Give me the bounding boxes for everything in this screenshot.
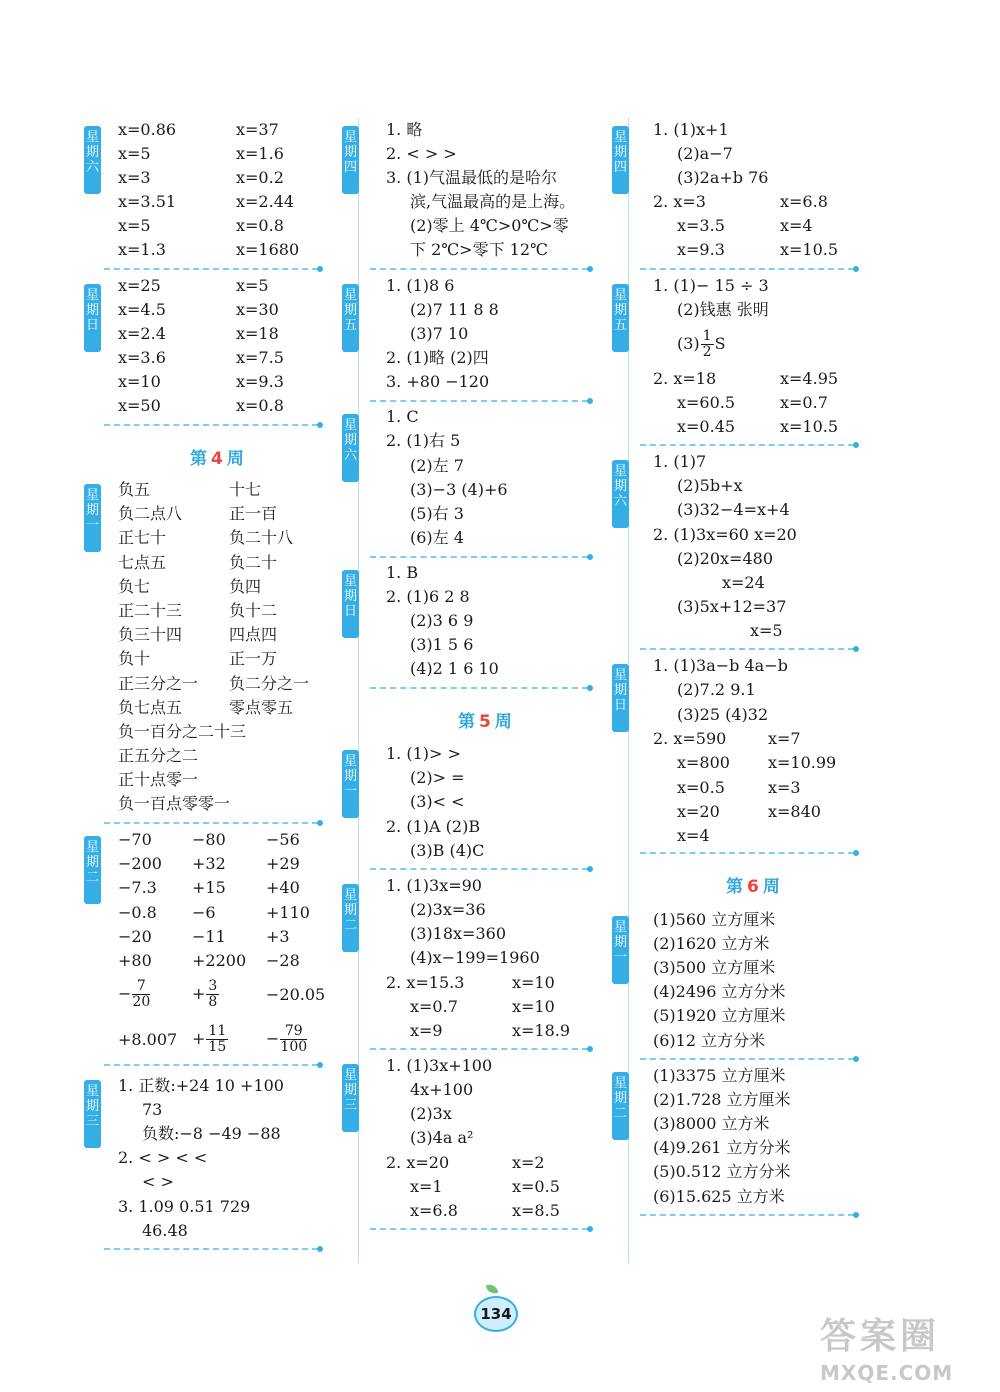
section-divider	[370, 1048, 588, 1050]
day-tag-sunday: 星 期 日	[84, 284, 101, 352]
answer-line: x=18.9	[512, 1021, 571, 1040]
answer-line: (2)20x=480	[677, 549, 773, 568]
answer-line: 1. (1)7	[653, 452, 707, 471]
answer-line: x=50	[118, 396, 161, 415]
day-tag-thursday: 星 期 四	[612, 126, 629, 194]
answer-line: (3)< <	[410, 792, 465, 811]
answer-line: (2)7.2 9.1	[677, 680, 756, 699]
answer-line: (3)2a+b 76	[677, 168, 769, 187]
answer-line: 73	[142, 1100, 163, 1119]
answer-line: (3)−3 (4)+6	[410, 480, 508, 499]
answer-line: x=0.45	[677, 417, 736, 436]
answer-line: 负数:−8 −49 −88	[142, 1124, 281, 1143]
section-divider	[104, 1248, 318, 1250]
watermark	[820, 1308, 953, 1385]
section-divider	[104, 268, 318, 270]
answer-line: x=7	[768, 729, 801, 748]
answer-line: x=0.8	[236, 396, 284, 415]
answer-line: (3)8000 立方米	[653, 1114, 770, 1133]
answer-line: (2)a−7	[677, 144, 733, 163]
day-tag-monday: 星 期 一	[612, 916, 629, 984]
answer-line: 滨,气温最高的是上海。	[410, 192, 576, 211]
answer-line: 负一百分之二十三	[118, 722, 247, 741]
section-divider	[640, 1214, 854, 1216]
answer-cell: −70	[118, 830, 152, 849]
answer-line: 4x+100	[410, 1080, 474, 1099]
answer-line: x=7.5	[236, 348, 284, 367]
answer-cell: −20	[118, 927, 152, 946]
section-divider	[640, 648, 854, 650]
answer-line: (2)5b+x	[677, 476, 743, 495]
answer-line: 2. x=18	[653, 369, 717, 388]
day-tag-friday: 星 期 五	[612, 284, 629, 352]
answer-line: x=10.5	[780, 417, 839, 436]
answer-line: x=9.3	[236, 372, 284, 391]
answer-line: 1. (1)8 6	[386, 276, 455, 295]
answer-line: x=840	[768, 802, 821, 821]
answer-line: 负七点五	[118, 698, 183, 717]
answer-line: (4)x−199=1960	[410, 948, 540, 967]
answer-cell: +80	[118, 951, 152, 970]
answer-line: 负二点八	[118, 504, 183, 523]
fraction-answer: − $\frac{7}{20}$	[118, 978, 151, 1010]
answer-line: x=20	[677, 802, 720, 821]
answer-line: (5)右 3	[410, 504, 464, 523]
answer-line: 负三十四	[118, 625, 183, 644]
apple-leaf-icon	[486, 1285, 498, 1293]
answer-line: 正一百	[229, 504, 278, 523]
section-divider	[104, 822, 318, 824]
answer-line: x=6.8	[780, 192, 828, 211]
day-tag-friday: 星 期 五	[342, 284, 359, 352]
answer-line: x=37	[236, 120, 279, 139]
answer-line: 1. (1)− 15 ÷ 3	[653, 276, 769, 295]
answer-line: x=4	[780, 216, 813, 235]
watermark-url: MXQE.COM	[820, 1361, 954, 1385]
answer-line: x=18	[236, 324, 279, 343]
answer-line: 负四	[229, 577, 262, 596]
answer-line: (1)560 立方厘米	[653, 910, 776, 929]
answer-line: 3. +80 −120	[386, 372, 490, 391]
answer-line: x=3	[118, 168, 151, 187]
day-tag-tuesday: 星 期 二	[612, 1072, 629, 1140]
answer-line: x=10.99	[768, 753, 837, 772]
answer-line: 2. x=20	[386, 1153, 450, 1172]
week-4-heading: 第 4 周	[190, 449, 244, 469]
answer-line: 1. (1)x+1	[653, 120, 729, 139]
answer-line: 正一万	[229, 649, 278, 668]
answer-line: 正三分之一	[118, 674, 199, 693]
answer-line: (3)18x=360	[410, 924, 506, 943]
answer-line: x=0.7	[780, 393, 828, 412]
answer-line: 1. (1)3a−b 4a−b	[653, 656, 788, 675]
answer-line: 正二十三	[118, 601, 183, 620]
answer-line: 四点四	[229, 625, 278, 644]
week-6-heading: 第 6 周	[726, 877, 780, 897]
answer-line: x=6.8	[410, 1201, 458, 1220]
answer-line: 2. x=3	[653, 192, 706, 211]
answer-line: (2)3x=36	[410, 900, 486, 919]
answer-line: x=3.51	[118, 192, 177, 211]
day-tag-wednesday: 星 期 三	[84, 1080, 101, 1148]
answer-cell: −7.3	[118, 878, 157, 897]
answer-line: 负七	[118, 577, 151, 596]
answer-cell: +110	[266, 903, 310, 922]
answer-line: 2. < > < <	[118, 1148, 208, 1167]
answer-line: x=25	[118, 276, 161, 295]
answer-line: x=24	[722, 573, 765, 592]
answer-line: (3)B (4)C	[410, 841, 485, 860]
day-tag-monday: 星 期 一	[84, 484, 101, 552]
answer-line: x=9	[410, 1021, 443, 1040]
answer-line: (2)7 11 8 8	[410, 300, 499, 319]
answer-line: x=8.5	[512, 1201, 560, 1220]
section-divider	[370, 868, 588, 870]
answer-line: (2)3x	[410, 1104, 452, 1123]
answer-line: (3)5x+12=37	[677, 597, 787, 616]
section-divider	[104, 1064, 318, 1066]
answer-line: x=800	[677, 753, 730, 772]
answer-cell: −0.8	[118, 903, 157, 922]
answer-cell: +8.007	[118, 1030, 178, 1049]
answer-line: 1. (1)> >	[386, 744, 461, 763]
answer-line: 2. (1)6 2 8	[386, 587, 470, 606]
answer-line: 2. x=15.3	[386, 973, 465, 992]
answer-line: x=0.5	[677, 778, 725, 797]
answer-line: x=0.5	[512, 1177, 560, 1196]
answer-line: x=5	[118, 216, 151, 235]
answer-line: x=0.2	[236, 168, 284, 187]
watermark-logo-text: 答案圈	[820, 1316, 941, 1357]
answer-line: x=2.44	[236, 192, 295, 211]
answer-line: x=10	[512, 997, 555, 1016]
answer-line: (2)1620 立方米	[653, 934, 770, 953]
answer-line: x=5	[118, 144, 151, 163]
section-divider	[370, 1228, 588, 1230]
answer-line: x=1.6	[236, 144, 284, 163]
answer-line: (4)9.261 立方分米	[653, 1138, 791, 1157]
page-number: 134	[474, 1296, 518, 1332]
answer-line: 2. (1)3x=60 x=20	[653, 525, 797, 544]
answer-line: x=1	[410, 1177, 443, 1196]
answer-line: 1. 正数:+24 10 +100	[118, 1076, 284, 1095]
fraction-answer: + $\frac{11}{15}$	[192, 1023, 227, 1055]
answer-line: (4)2 1 6 10	[410, 659, 499, 678]
answer-line: 1. (1)3x+100	[386, 1056, 493, 1075]
answer-line: x=0.86	[118, 120, 177, 139]
answer-line: x=9.3	[677, 240, 725, 259]
day-tag-sunday: 星 期 日	[612, 664, 629, 732]
answer-line: x=60.5	[677, 393, 736, 412]
answer-cell: +32	[192, 854, 226, 873]
section-divider	[370, 556, 588, 558]
answer-cell: +2200	[192, 951, 247, 970]
answer-line: 负二十八	[229, 528, 294, 547]
answer-line: x=5	[236, 276, 269, 295]
answer-cell: +29	[266, 854, 300, 873]
answer-line: x=10	[118, 372, 161, 391]
answer-line: (3)500 立方厘米	[653, 958, 776, 977]
answer-line: 2. (1)右 5	[386, 431, 461, 450]
answer-cell: −6	[192, 903, 216, 922]
section-divider	[104, 424, 318, 426]
answer-line: (2)1.728 立方厘米	[653, 1090, 791, 1109]
answer-line: (3)4a a²	[410, 1128, 474, 1147]
section-divider	[370, 400, 588, 402]
answer-cell: −200	[118, 854, 162, 873]
answer-line: x=3.6	[118, 348, 166, 367]
answer-line: x=30	[236, 300, 279, 319]
fraction-answer: − $\frac{79}{100}$	[266, 1023, 308, 1055]
day-tag-sunday: 星 期 日	[342, 570, 359, 638]
answer-line: x=5	[750, 621, 783, 640]
answer-line: x=2	[512, 1153, 545, 1172]
answer-line: x=4	[677, 826, 710, 845]
answer-line: 正十点零一	[118, 770, 199, 789]
section-divider	[370, 687, 588, 689]
answer-line: 3. (1)气温最低的是哈尔	[386, 168, 558, 187]
answer-line: x=10	[512, 973, 555, 992]
day-tag-saturday: 星 期 六	[84, 126, 101, 194]
answer-cell: −80	[192, 830, 226, 849]
answer-line: 负二十	[229, 553, 278, 572]
answer-line: 七点五	[118, 553, 167, 572]
answer-line: (2)零上 4℃>0℃>零	[410, 216, 569, 235]
section-divider	[370, 268, 588, 270]
answer-line: 负五	[118, 480, 151, 499]
answer-line: (3)25 (4)32	[677, 705, 769, 724]
answer-line: x=4.5	[118, 300, 166, 319]
answer-line: (4)2496 立方分米	[653, 982, 786, 1001]
answer-cell: −20.05	[266, 985, 326, 1004]
answer-line: (1)3375 立方厘米	[653, 1066, 786, 1085]
section-divider	[640, 444, 854, 446]
fraction-answer: + $\frac{3}{8}$	[192, 978, 218, 1010]
answer-line: 2. x=590	[653, 729, 727, 748]
answer-line: (2)> =	[410, 768, 465, 787]
answer-line: (6)左 4	[410, 528, 464, 547]
answer-line: x=1.3	[118, 240, 166, 259]
section-divider	[640, 852, 854, 854]
answer-line: (5)0.512 立方分米	[653, 1162, 791, 1181]
answer-line: x=10.5	[780, 240, 839, 259]
answer-line: 十七	[229, 480, 262, 499]
answer-cell: −11	[192, 927, 226, 946]
answer-line: 1. 略	[386, 120, 423, 139]
answer-line: (3)1 5 6	[410, 635, 474, 654]
answer-line: 负十二	[229, 601, 278, 620]
answer-line: 1. C	[386, 407, 419, 426]
answer-line: 2. (1)A (2)B	[386, 817, 481, 836]
week-5-heading: 第 5 周	[458, 712, 512, 732]
answer-line: 下 2℃>零下 12℃	[410, 240, 548, 259]
section-divider	[640, 268, 854, 270]
day-tag-wednesday: 星 期 三	[342, 1064, 359, 1132]
answer-line: x=2.4	[118, 324, 166, 343]
answer-cell: −56	[266, 830, 300, 849]
answer-cell: −28	[266, 951, 300, 970]
answer-line: 零点零五	[229, 698, 294, 717]
answer-line: x=4.95	[780, 369, 839, 388]
answer-line: (6)12 立方分米	[653, 1031, 766, 1050]
answer-line: 2. (1)略 (2)四	[386, 348, 489, 367]
day-tag-thursday: 星 期 四	[342, 126, 359, 194]
day-tag-monday: 星 期 一	[342, 750, 359, 818]
answer-line: (2)左 7	[410, 456, 464, 475]
answer-line: 负十	[118, 649, 151, 668]
answer-line: (6)15.625 立方米	[653, 1187, 785, 1206]
answer-line: x=0.7	[410, 997, 458, 1016]
answer-line: 1. (1)3x=90	[386, 876, 482, 895]
answer-line: 46.48	[142, 1221, 188, 1240]
day-tag-tuesday: 星 期 二	[84, 836, 101, 904]
answer-line: (3)7 10	[410, 324, 469, 343]
answer-line: 2. < > >	[386, 144, 457, 163]
day-tag-tuesday: 星 期 二	[342, 884, 359, 952]
answer-line: (2)3 6 9	[410, 611, 474, 630]
answer-cell: +3	[266, 927, 290, 946]
answer-line: 负二分之一	[229, 674, 310, 693]
answer-cell: +15	[192, 878, 226, 897]
answer-line: 正五分之二	[118, 746, 199, 765]
fraction-answer: (3) $\frac{1}{2}$ S	[677, 328, 726, 360]
answer-line: < >	[142, 1172, 174, 1191]
answer-line: x=0.8	[236, 216, 284, 235]
answer-line: x=1680	[236, 240, 300, 259]
answer-line: (2)钱惠 张明	[677, 300, 769, 319]
answer-line: x=3	[768, 778, 801, 797]
answer-cell: +40	[266, 878, 300, 897]
section-divider	[640, 1058, 854, 1060]
answer-line: 1. B	[386, 563, 419, 582]
day-tag-saturday: 星 期 六	[342, 414, 359, 482]
answer-line: (5)1920 立方厘米	[653, 1006, 786, 1025]
answer-line: 负一百点零零一	[118, 794, 231, 813]
answer-line: x=3.5	[677, 216, 725, 235]
answer-line: 正七十	[118, 528, 167, 547]
answer-line: 3. 1.09 0.51 729	[118, 1197, 251, 1216]
answer-line: (3)32−4=x+4	[677, 500, 790, 519]
day-tag-saturday: 星 期 六	[612, 460, 629, 528]
